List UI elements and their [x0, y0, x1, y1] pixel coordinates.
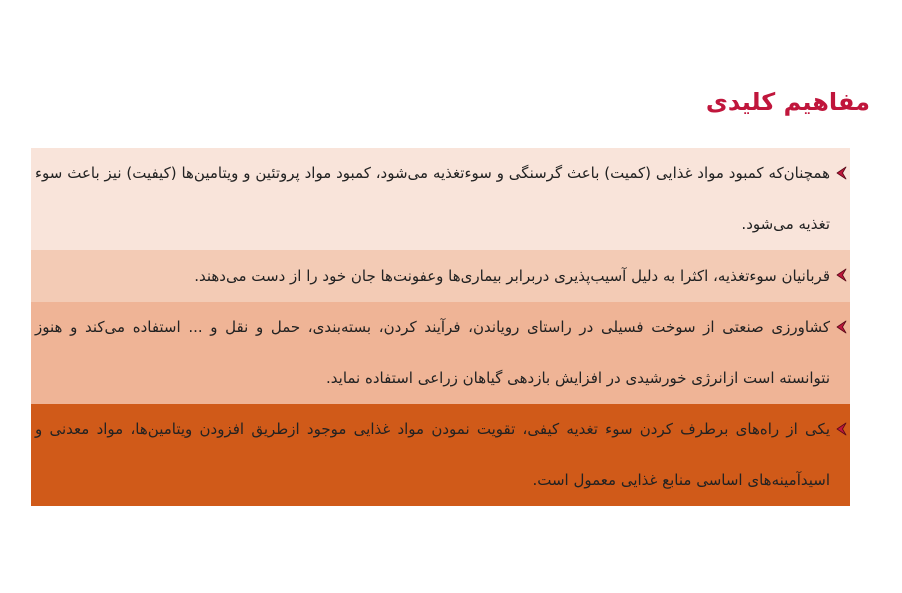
concept-text: قربانیان سوءتغذیه، اکثرا به دلیل آسیب‌پذیری دربرابر بیماری‌ها وعفونت‌ها جان خود را از دست می‌دهند.: [194, 267, 830, 285]
check-arrow-icon: [835, 268, 847, 282]
concept-text: کشاورزی صنعتی از سوخت فسیلی در راستای رویاندن، فرآیند کردن، بسته‌بندی، حمل و نقل و ... استفاده می‌کند و هنوز نتوانسته است ازانرژی خورشیدی در افزایش بازدهی گیاهان زراعی استفاده نماید.: [35, 318, 830, 387]
concept-item-3: [31, 302, 850, 404]
concept-text: یکی از راه‌های برطرف کردن سوء تغدیه کیفی، تقویت نمودن مواد غذایی موجود ازطریق افزودن ویتامین‌ها، مواد معدنی و اسیدآمینه‌های اساسی منابع غذایی معمول است.: [35, 420, 830, 489]
check-arrow-icon: [835, 166, 847, 180]
concept-text: همچنان‌که کمبود مواد غذایی (کمیت) باعث گرسنگی و سوءتغذیه می‌شود، کمبود مواد پروتئین و ویتامین‌ها (کیفیت) نیز باعث سوء تغذیه می‌شود.: [35, 164, 830, 233]
check-arrow-icon: [835, 422, 847, 436]
key-concepts-list: [31, 148, 850, 506]
concept-item-2: [31, 250, 850, 302]
concept-item-1: [31, 148, 850, 250]
check-arrow-icon: [835, 320, 847, 334]
page-title: مفاهیم کلیدی: [705, 88, 870, 116]
concept-item-4: [31, 404, 850, 506]
